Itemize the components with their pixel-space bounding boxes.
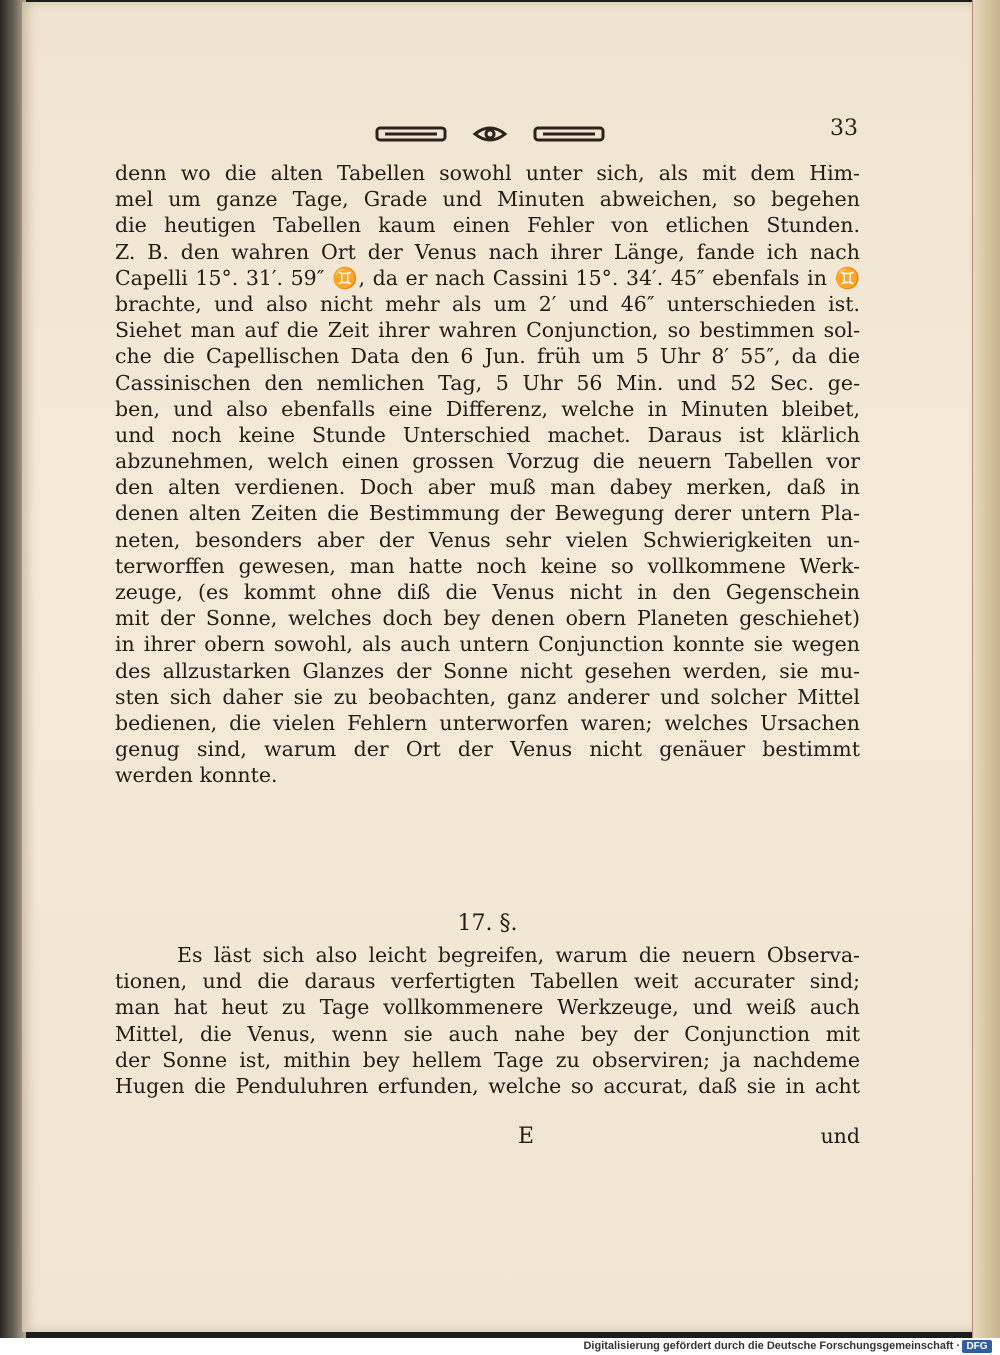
text-line: mit der Sonne, welches doch bey denen obern Planeten geschiehet) <box>115 606 860 631</box>
catchword: und <box>820 1124 860 1148</box>
text-line: Hugen die Penduluhren erfunden, welche so accurat, daß sie in acht <box>115 1073 860 1098</box>
text-line: denen alten Zeiten die Bestimmung der Bewegung derer untern Pla- <box>115 501 860 526</box>
text-line: ben, und also ebenfalls eine Differenz, welche in Minuten bleibet, <box>115 396 860 421</box>
text-line: genug sind, warum der Ort der Venus nicht genäuer bestimmt <box>115 737 860 762</box>
text-line: Mittel, die Venus, wenn sie auch nahe bey der Conjunction mit <box>115 1021 860 1046</box>
page-number: 33 <box>830 116 858 141</box>
page-edge-stack <box>972 0 1000 1338</box>
text-line: neten, besonders aber der Venus sehr vielen Schwierigkeiten un- <box>115 527 860 552</box>
paragraph-1 <box>115 160 860 789</box>
text-line: che die Capellischen Data den 6 Jun. früh um 5 Uhr 8′ 55″, da die <box>115 344 860 369</box>
text-line: man hat heut zu Tage vollkommenere Werkzeuge, und weiß auch <box>115 995 860 1020</box>
header-ornament <box>375 120 605 148</box>
text-line: des allzustarken Glanzes der Sonne nicht gesehen werden, sie mu- <box>115 658 860 683</box>
text-line: werden konnte. <box>115 763 278 788</box>
text-line: bedienen, die vielen Fehlern unterworfen waren; welches Ursachen <box>115 710 860 735</box>
text-line: Cassinischen den nemlichen Tag, 5 Uhr 56 Min. und 52 Sec. ge- <box>115 370 860 395</box>
text-line: Capelli 15°. 31′. 59″ ♊, da er nach Cassini 15°. 34′. 45″ ebenfals in ♊ <box>115 265 860 290</box>
paragraph-2 <box>115 942 860 1099</box>
text-line: in ihrer obern sowohl, als auch untern Conjunction konnte sie wegen <box>115 632 860 657</box>
text-line: und noch keine Stunde Unterschied machet. Daraus ist klärlich <box>115 422 860 447</box>
text-line: mel um ganze Tage, Grade und Minuten abweichen, so begehen <box>115 187 860 212</box>
text-line: denn wo die alten Tabellen sowohl unter sich, als mit dem Him- <box>115 161 860 185</box>
text-line: die heutigen Tabellen kaum einen Fehler von etlichen Stunden. <box>115 213 860 238</box>
text-line: terworffen gewesen, man hatte noch keine so vollkommene Werk- <box>115 553 860 578</box>
dfg-logo-icon: DFG <box>962 1340 992 1353</box>
text-line: Z. B. den wahren Ort der Venus nach ihrer Länge, fande ich nach <box>115 239 860 264</box>
text-line: der Sonne ist, mithin bey hellem Tage zu observiren; ja nachdeme <box>115 1047 860 1072</box>
text-line: sten sich daher sie zu beobachten, ganz anderer und solcher Mittel <box>115 684 860 709</box>
section-heading: 17. §. <box>457 911 518 936</box>
footer-credit: Digitalisierung gefördert durch die Deutsche Forschungsgemeinschaft · <box>583 1340 960 1352</box>
text-line: Siehet man auf die Zeit ihrer wahren Conjunction, so bestimmen sol- <box>115 318 860 343</box>
text-line: zeuge, (es kommt ohne diß die Venus nicht in den Gegenschein <box>115 580 860 604</box>
text-line: tionen, und die daraus verfertigten Tabellen weit accurater sind; <box>115 969 860 994</box>
signature-mark: E <box>518 1124 535 1149</box>
text-line: abzunehmen, welch einen grossen Vorzug die neuern Tabellen vor <box>115 449 860 474</box>
text-line: den alten verdienen. Doch aber muß man dabey merken, daß in <box>115 475 860 500</box>
text-line: Es läst sich also leicht begreifen, warum die neuern Observa- <box>177 943 860 967</box>
text-line: brachte, und also nicht mehr als um 2′ und 46″ unterschieden ist. <box>115 291 860 316</box>
